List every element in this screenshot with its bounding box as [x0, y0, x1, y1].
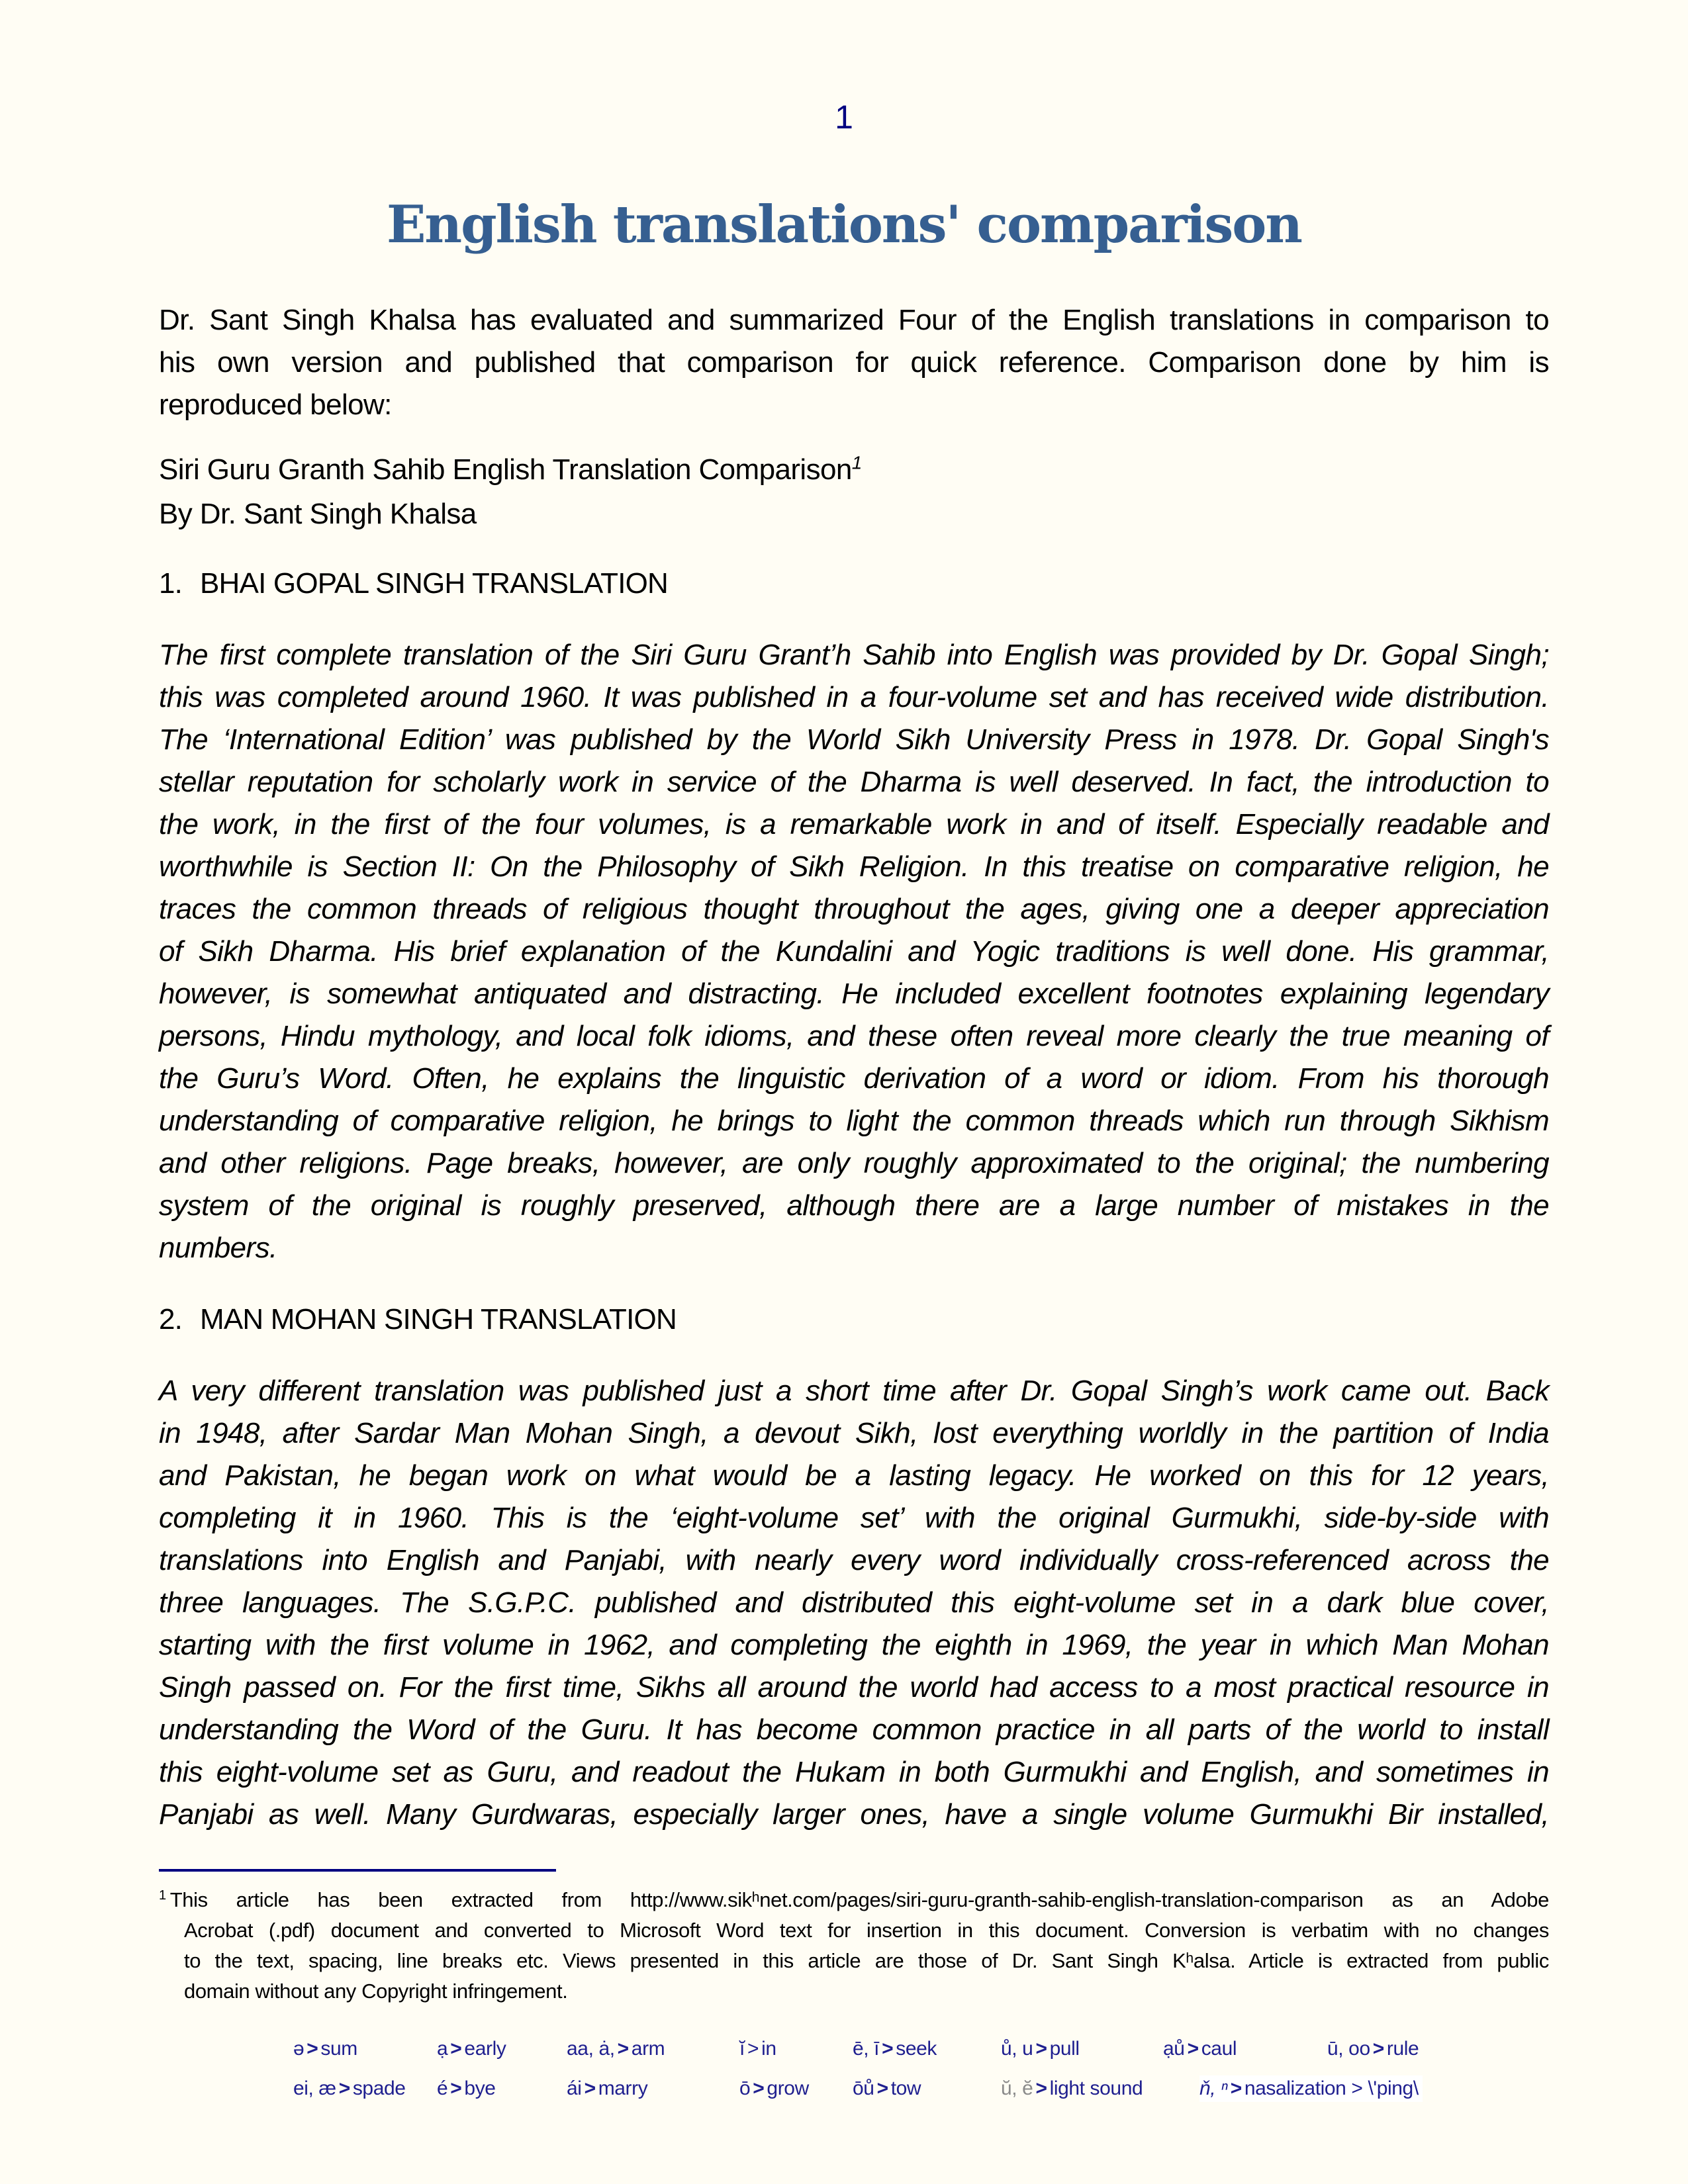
footnote-reference[interactable]: 1 — [851, 452, 862, 473]
paragraph-line: starting with the first volume in 1962, and completing the eighth in 1969, the year in which Man Mohan — [159, 1629, 1549, 1661]
paragraph-line: stellar reputation for scholarly work in service of the Dharma is well deserved. In fact, the introduction to — [159, 766, 1549, 798]
arrow-icon: > — [450, 2077, 462, 2099]
key-symbol: ái — [567, 2077, 582, 2099]
paragraph-line: the Guru’s Word. Often, he explains the linguistic derivation of a word or idiom. From his thorough — [159, 1062, 1549, 1095]
key-symbol: ň, ⁿ — [1199, 2077, 1228, 2099]
key-item — [567, 2075, 647, 2102]
article-title-text: Siri Guru Granth Sahib English Translation Comparison — [159, 453, 852, 486]
key-symbol: é — [437, 2077, 448, 2099]
key-item — [567, 2036, 665, 2062]
key-item — [1327, 2036, 1419, 2062]
intro-line: his own version and published that comparison for quick reference. Comparison done by him is — [159, 346, 1549, 379]
arrow-icon: > — [1372, 2038, 1384, 2060]
key-sound: seek — [896, 2038, 937, 2060]
paragraph-line: system of the original is roughly preserved, although there are a large number of mistakes in the — [159, 1189, 1549, 1222]
key-item — [437, 2075, 496, 2102]
paragraph-line: three languages. The S.G.P.C. published and distributed this eight-volume set in a dark blue cover, — [159, 1586, 1549, 1619]
section-2 — [159, 1298, 1549, 1341]
key-sound: bye — [464, 2077, 496, 2099]
arrow-icon: > — [1230, 2077, 1242, 2099]
paragraph-line: persons, Hindu mythology, and local folk idioms, and these often reveal more clearly the true meaning of — [159, 1020, 1549, 1052]
key-sound: sum — [320, 2038, 357, 2060]
paragraph-line: translations into English and Panjabi, with nearly every word individually cross-referenced across the — [159, 1544, 1549, 1576]
section-1-paragraph — [159, 634, 1549, 1269]
key-sound: caul — [1201, 2038, 1237, 2060]
paragraph-line: the work, in the first of the four volumes, is a remarkable work in and of itself. Especially readable and — [159, 808, 1549, 841]
key-sound: pull — [1049, 2038, 1080, 2060]
paragraph-line: A very different translation was published just a short time after Dr. Gopal Singh’s work came out. Back — [159, 1375, 1549, 1407]
paragraph-line: and Pakistan, he began work on what would be a lasting legacy. He worked on this for 12 years, — [159, 1459, 1549, 1492]
key-symbol: ē, ī — [853, 2038, 880, 2060]
intro-paragraph — [159, 299, 1549, 426]
paragraph-line: understanding of comparative religion, he brings to light the common threads which run through Sikhism — [159, 1105, 1549, 1137]
paragraph-line: completing it in 1960. This is the ‘eight-volume set’ with the original Gurmukhi, side-by-side with — [159, 1502, 1549, 1534]
paragraph-line: Singh passed on. For the first time, Sikhs all around the world had access to a most practical resource in — [159, 1671, 1549, 1704]
section-heading — [159, 1298, 1549, 1341]
key-sound: early — [464, 2038, 506, 2060]
paragraph-line: traces the common threads of religious thought throughout the ages, giving one a deeper appreciation — [159, 893, 1549, 925]
paragraph-line: and other religions. Page breaks, however, are only roughly approximated to the original; the numbering — [159, 1147, 1549, 1179]
key-item — [853, 2036, 937, 2062]
paragraph-line: understanding the Word of the Guru. It has become common practice in all parts of the world to install — [159, 1713, 1549, 1746]
key-symbol: ei, æ — [293, 2077, 336, 2099]
page-number: 1 — [835, 99, 853, 136]
key-item — [853, 2075, 921, 2102]
arrow-icon: > — [306, 2038, 318, 2060]
arrow-icon: > — [1035, 2038, 1047, 2060]
key-item — [293, 2075, 406, 2102]
paragraph-line: however, is somewhat antiquated and distracting. He included excellent footnotes explaining legendary — [159, 978, 1549, 1010]
section-number: 2. — [159, 1303, 183, 1336]
page-title: English translations' comparison — [386, 195, 1302, 255]
arrow-icon: > — [876, 2077, 888, 2099]
arrow-icon: > — [882, 2038, 894, 2060]
key-symbol: ŭ, ĕ — [1001, 2077, 1033, 2099]
key-sound: spade — [352, 2077, 406, 2099]
key-symbol: ů, u — [1001, 2038, 1033, 2060]
key-item — [437, 2036, 506, 2062]
paragraph-line: this was completed around 1960. It was published in a four-volume set and has received wide distribution. — [159, 681, 1549, 713]
arrow-icon: > — [1035, 2077, 1047, 2099]
key-sound: arm — [631, 2038, 665, 2060]
key-sound: grow — [767, 2077, 809, 2099]
key-sound: nasalization > \'ping\ — [1244, 2077, 1419, 2099]
arrow-icon: > — [753, 2077, 765, 2099]
section-heading-text: BHAI GOPAL SINGH TRANSLATION — [200, 567, 669, 600]
intro-line: reproduced below: — [159, 388, 392, 421]
key-symbol: ĭ — [739, 2038, 745, 2060]
article-byline: By Dr. Sant Singh Khalsa — [159, 498, 477, 530]
paragraph-line: Panjabi as well. Many Gurdwaras, especially larger ones, have a single volume Gurmukhi Bir installed, — [159, 1798, 1549, 1831]
arrow-icon: > — [584, 2077, 596, 2099]
footnote-separator — [159, 1869, 556, 1872]
key-symbol: ạ — [437, 2038, 448, 2060]
key-item — [1001, 2075, 1143, 2102]
key-sound: light sound — [1049, 2077, 1143, 2099]
arrow-icon: > — [747, 2038, 759, 2060]
key-sound: rule — [1386, 2038, 1419, 2060]
key-sound: marry — [598, 2077, 648, 2099]
footnote-line: to the text, spacing, line breaks etc. Views presented in this article are those of Dr. Sant Singh Kʰalsa. Article is extracted from public — [184, 1949, 1549, 1972]
footnote-marker: 1 — [159, 1888, 166, 1903]
arrow-icon: > — [450, 2038, 462, 2060]
paragraph-line: The ‘International Edition’ was published by the World Sikh University Press in 1978. Dr. Gopal Singh's — [159, 723, 1549, 756]
key-item — [739, 2075, 809, 2102]
key-item — [1001, 2036, 1080, 2062]
key-symbol: ạů — [1163, 2038, 1185, 2060]
paragraph-line: in 1948, after Sardar Man Mohan Singh, a devout Sikh, lost everything worldly in the partition of India — [159, 1417, 1549, 1449]
arrow-icon: > — [338, 2077, 350, 2099]
article-header — [159, 449, 1549, 535]
key-item — [293, 2036, 357, 2062]
key-symbol: ə — [293, 2038, 305, 2060]
section-heading — [159, 563, 1549, 605]
paragraph-line: this eight-volume set as Guru, and readout the Hukam in both Gurmukhi and English, and sometimes in — [159, 1756, 1549, 1788]
key-item — [739, 2036, 776, 2062]
footnote-line — [159, 1885, 1549, 1915]
article-title — [159, 449, 1549, 491]
footnote-text: This article has been extracted from http://www.sikʰnet.com/pages/siri-guru-granth-sahib-english-translation-comparison as an Adobe — [169, 1888, 1549, 1911]
paragraph-line: numbers. — [159, 1232, 277, 1264]
arrow-icon: > — [1187, 2038, 1199, 2060]
key-sound: in — [761, 2038, 776, 2060]
section-1 — [159, 563, 1549, 605]
key-symbol: ū, oo — [1327, 2038, 1370, 2060]
key-symbol: ōů — [853, 2077, 874, 2099]
pronunciation-key — [0, 2032, 1688, 2118]
key-item — [1199, 2075, 1423, 2102]
key-sound: tow — [890, 2077, 921, 2099]
footnote-line: Acrobat (.pdf) document and converted to Microsoft Word text for insertion in this document. Conversion is verbatim with no changes — [184, 1919, 1549, 1942]
intro-line: Dr. Sant Singh Khalsa has evaluated and summarized Four of the English translations in comparison to — [159, 304, 1549, 336]
arrow-icon: > — [617, 2038, 629, 2060]
paragraph-line: of Sikh Dharma. His brief explanation of the Kundalini and Yogic traditions is well done. His grammar, — [159, 935, 1549, 968]
key-item — [1163, 2036, 1237, 2062]
section-2-paragraph — [159, 1370, 1549, 1836]
key-symbol: ō — [739, 2077, 751, 2099]
key-symbol: aa, ȧ, — [567, 2038, 615, 2060]
section-heading-text: MAN MOHAN SINGH TRANSLATION — [200, 1303, 677, 1336]
paragraph-line: worthwhile is Section II: On the Philosophy of Sikh Religion. In this treatise on comparative religion, he — [159, 850, 1549, 883]
footnote-line: domain without any Copyright infringement. — [184, 1979, 568, 2003]
section-number: 1. — [159, 567, 183, 600]
paragraph-line: The first complete translation of the Siri Guru Grant’h Sahib into English was provided by Dr. Gopal Singh; — [159, 639, 1549, 671]
footnote — [159, 1885, 1549, 2007]
